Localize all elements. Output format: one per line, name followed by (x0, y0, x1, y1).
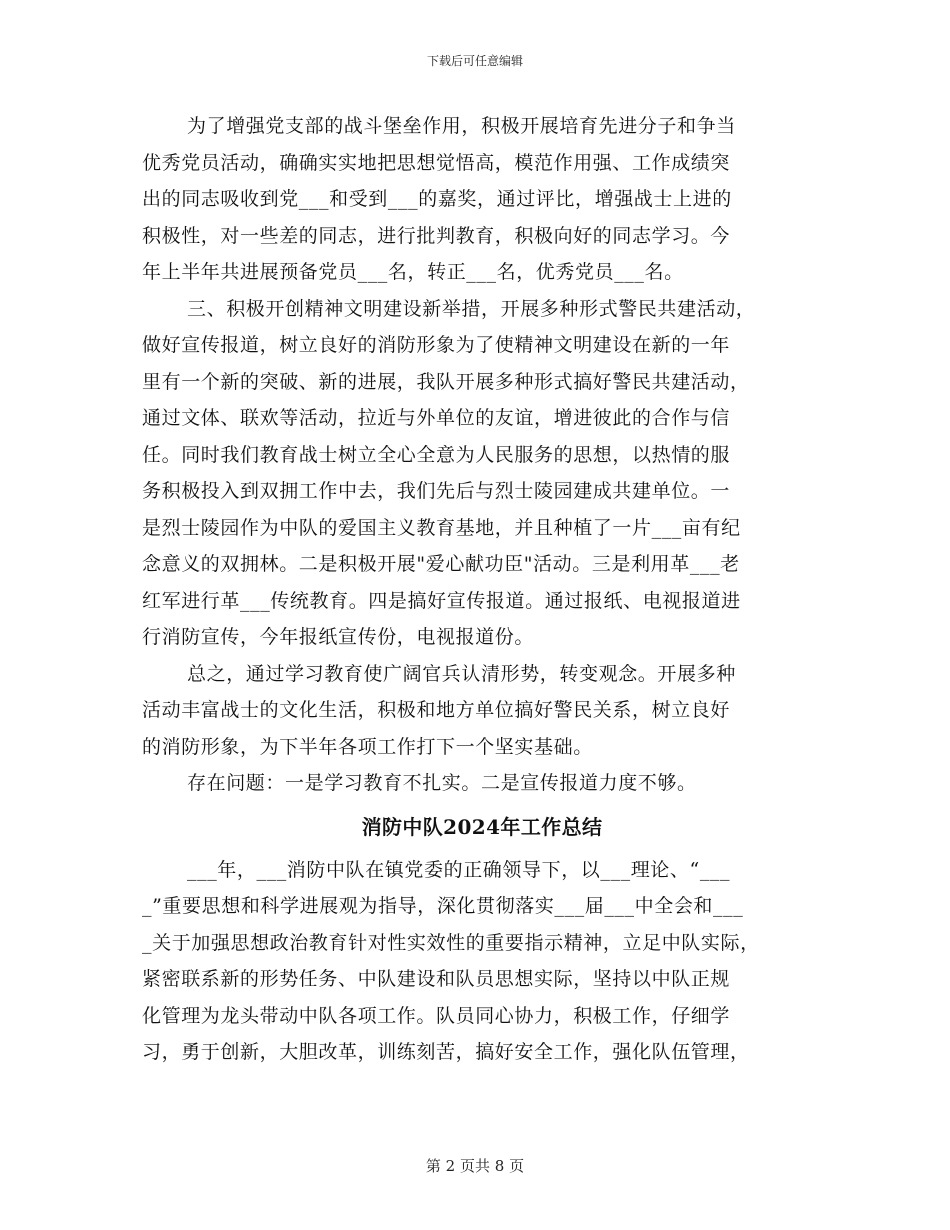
text-line: 里有一个新的突破、新的进展，我队开展多种形式搞好警民共建活动， (142, 370, 750, 393)
text-line: 任。同时我们教育战士树立全心全意为人民服务的思想，以热情的服 (142, 443, 731, 466)
text-line: 念意义的双拥林。二是积极开展"爱心献功臣"活动。三是利用革___老 (142, 553, 740, 575)
text-line: 出的同志吸收到党___和受到___的嘉奖，通过评比，增强战士上进的 (142, 188, 732, 210)
text-line: 做好宣传报道，树立良好的消防形象为了使精神文明建设在新的一年 (142, 334, 731, 356)
text-line: 为了增强党支部的战斗堡垒作用，积极开展培育先进分子和争当 (187, 115, 736, 137)
text-line: 存在问题：一是学习教育不扎实。二是宣传报道力度不够。 (187, 772, 697, 794)
text-line: ___年，___消防中队在镇党委的正确领导下，以___理论、“___ (187, 858, 731, 881)
text-line: 务积极投入到双拥工作中去，我们先后与烈士陵园建成共建单位。一 (142, 480, 731, 502)
text-line: 优秀党员活动，确确实实地把思想觉悟高，模范作用强、工作成绩突 (142, 151, 731, 174)
text-line: 红军进行革___传统教育。四是搞好宣传报道。通过报纸、电视报道进 (142, 589, 741, 612)
paragraph-annual-intro (142, 852, 822, 1071)
text-line: 积极性，对一些差的同志，进行批判教育，积极向好的同志学习。今 (142, 224, 731, 247)
page-header-note: 下载后可任意编辑 (426, 54, 523, 68)
text-line: 的消防形象，为下半年各项工作打下一个坚实基础。 (142, 735, 593, 758)
text-line: 紧密联系新的形势任务、中队建设和队员思想实际，坚持以中队正规 (142, 968, 731, 990)
paragraph-party-branch (142, 108, 822, 291)
text-line: 行消防宣传，今年报纸宣传份，电视报道份。 (142, 626, 535, 648)
text-line: _关于加强思想政治教育针对性实效性的重要指示精神，立足中队实际， (142, 931, 760, 954)
text-line: 化管理为龙头带动中队各项工作。队员同心协力，积极工作，仔细学 (142, 1004, 731, 1027)
text-line: 活动丰富战士的文化生活，积极和地方单位搞好警民关系，树立良好 (142, 699, 731, 721)
text-line: 习，勇于创新，大胆改革，训练刻苦，搞好安全工作，强化队伍管理， (142, 1041, 750, 1063)
text-line: 总之，通过学习教育使广阔官兵认清形势，转变观念。开展多种 (187, 662, 736, 685)
document-title: 消防中队2024年工作总结 (361, 814, 603, 839)
text-line: _”重要思想和科学进展观为指导，深化贯彻落实___届___中全会和___ (142, 895, 744, 917)
text-line: 通过文体、联欢等活动，拉近与外单位的友谊，增进彼此的合作与信 (142, 407, 731, 429)
paragraph-problems (142, 765, 822, 802)
text-line: 年上半年共进展预备党员___名，转正___名，优秀党员___名。 (142, 261, 684, 283)
text-line: 三、积极开创精神文明建设新举措，开展多种形式警民共建活动， (187, 297, 756, 320)
paragraph-summary (142, 656, 822, 766)
text-line: 是烈士陵园作为中队的爱国主义教育基地，并且种植了一片___亩有纪 (142, 516, 741, 539)
page-number: 第 2 页共 8 页 (425, 1157, 525, 1175)
paragraph-civil-military (142, 291, 822, 656)
document-body (142, 108, 822, 1071)
